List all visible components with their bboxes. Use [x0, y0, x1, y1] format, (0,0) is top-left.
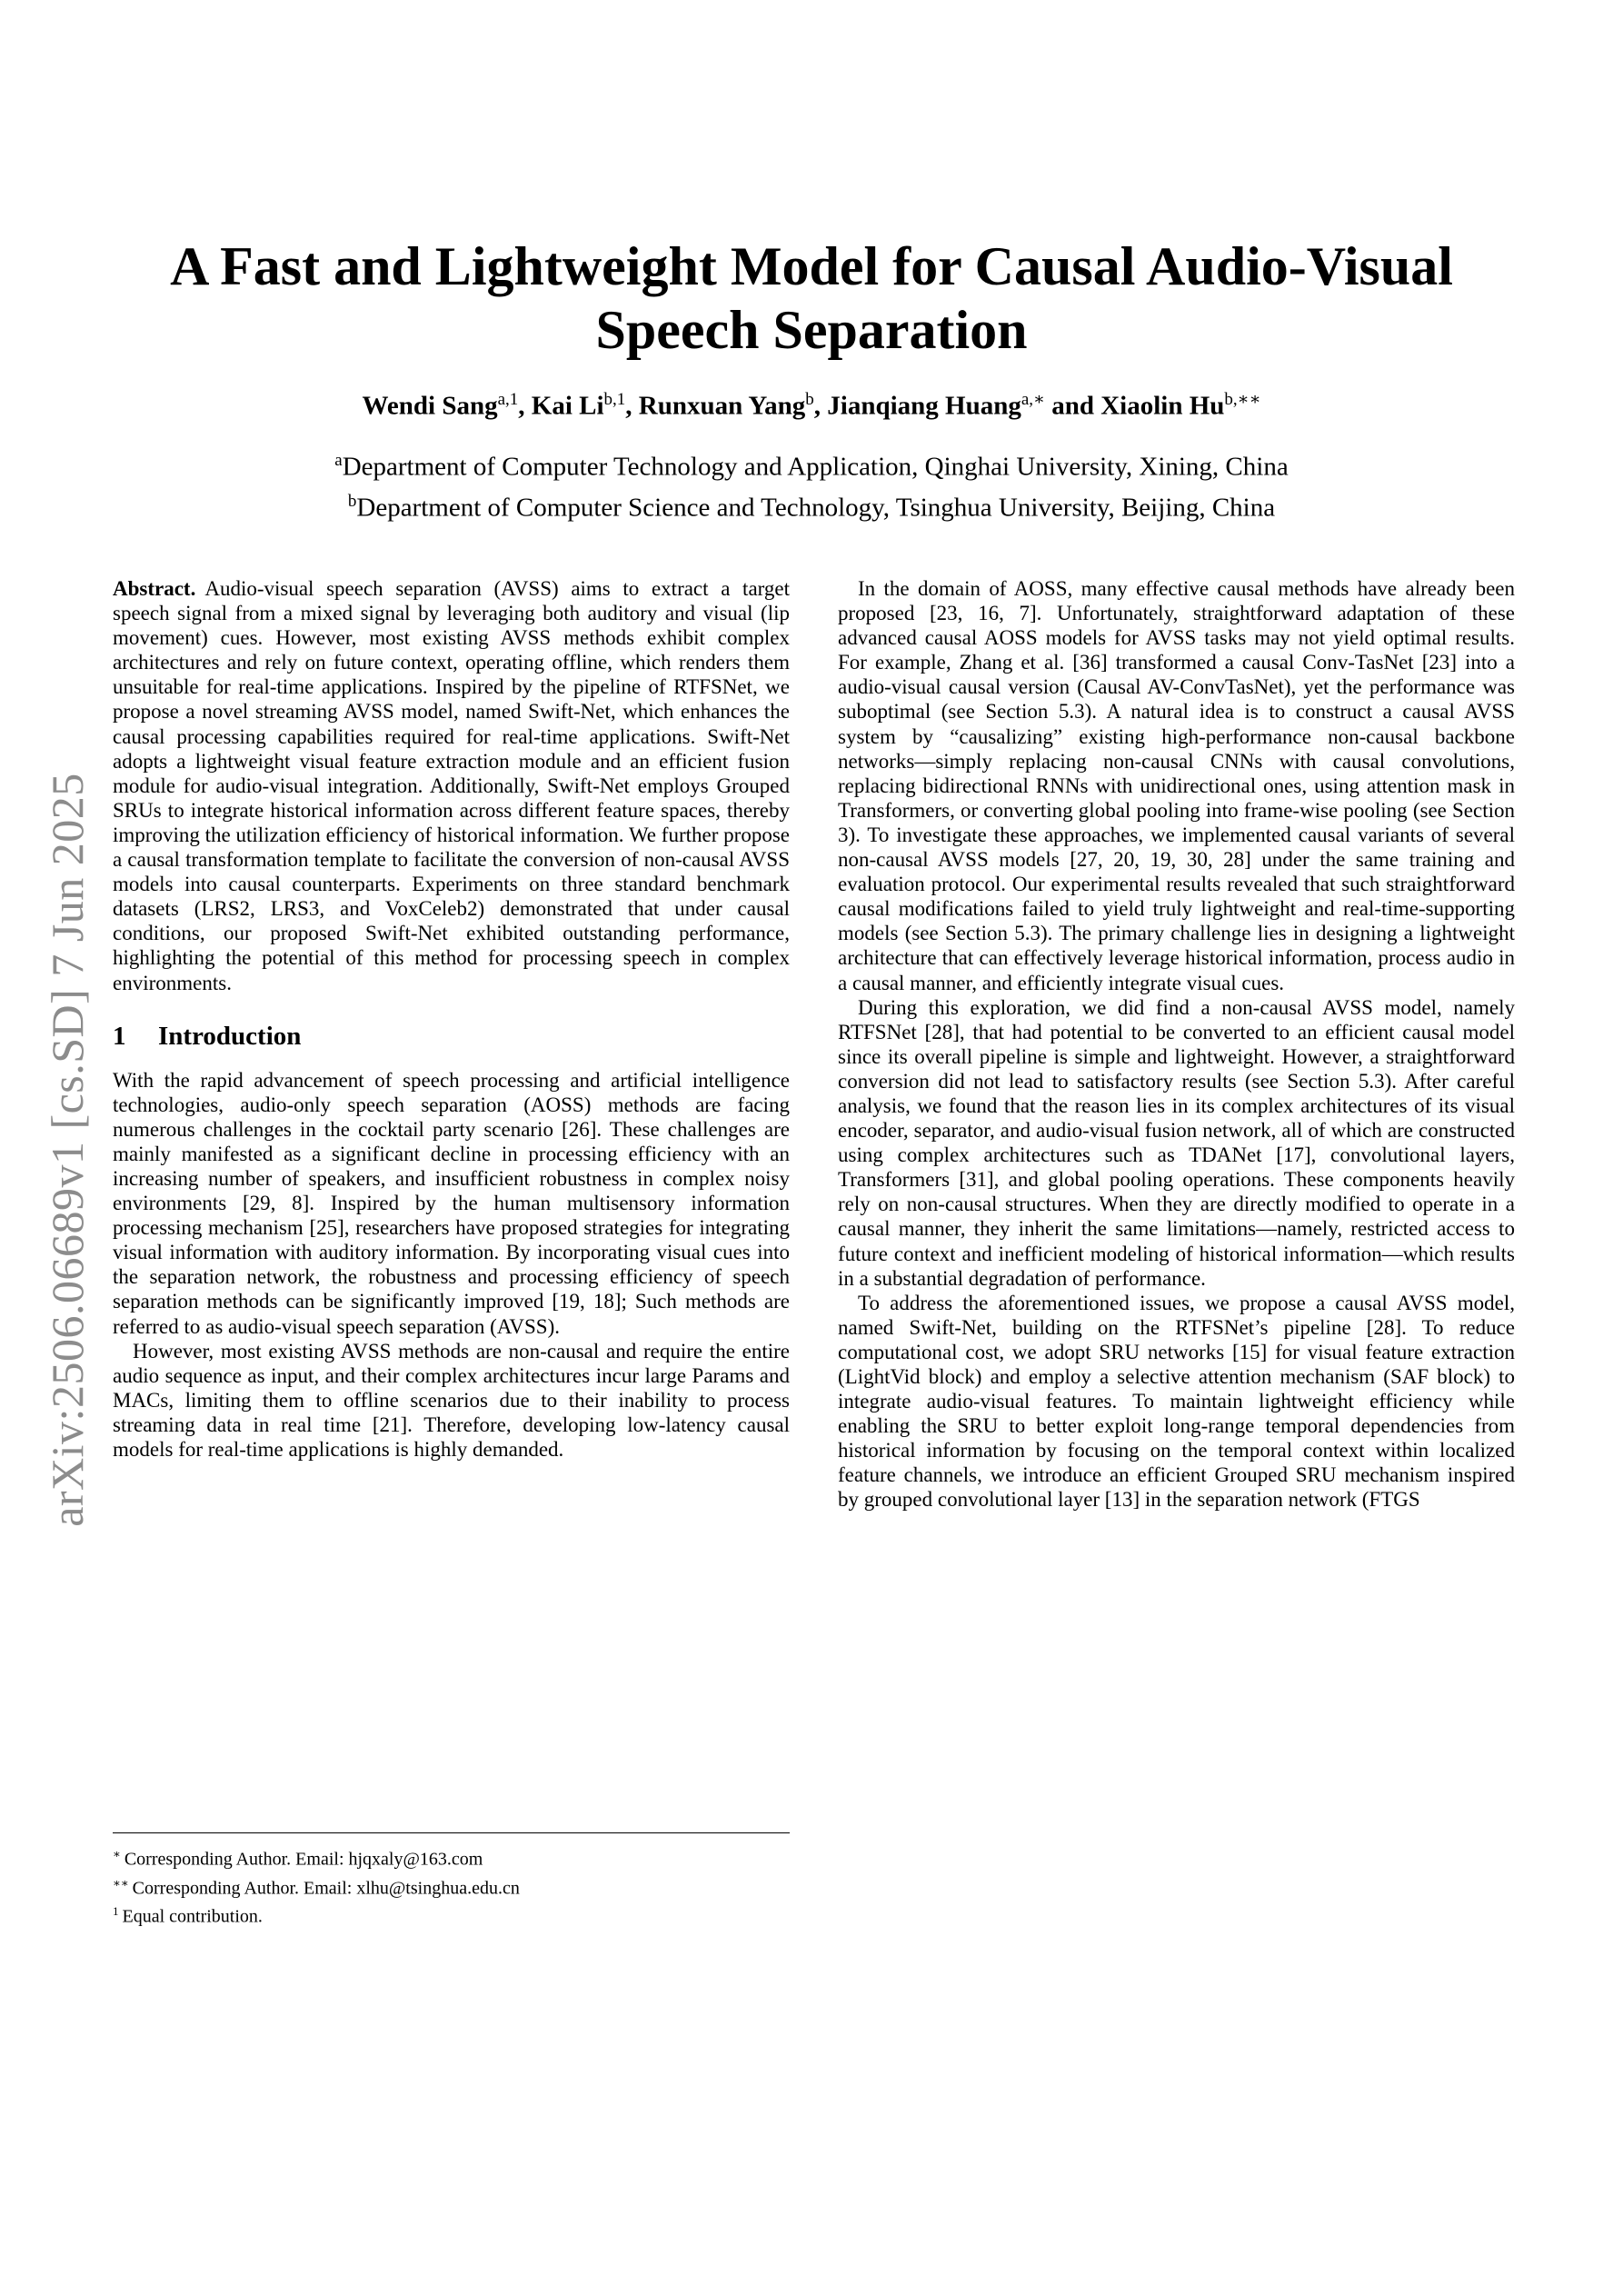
affiliation [109, 444, 1514, 484]
affiliation-mark: a [334, 451, 343, 470]
paper-title: A Fast and Lightweight Model for Causal Audio-Visual Speech Separation [170, 236, 1453, 360]
author-affiliation-mark: b [805, 390, 814, 409]
affiliation-text: Department of Computer Technology and Application, Qinghai University, Xining, China [342, 452, 1289, 482]
footnote-mark: ∗∗ [113, 1875, 129, 1890]
left-column [113, 576, 790, 1462]
author-list [109, 382, 1514, 424]
author-separator: , [518, 391, 532, 421]
footnote [113, 1900, 790, 1929]
author-conjunction: and [1044, 391, 1101, 421]
author-name: Jianqiang Huang [827, 391, 1021, 421]
author-affiliation-mark: a,∗ [1021, 390, 1045, 409]
author-separator: , [625, 391, 639, 421]
body-paragraph: In the domain of AOSS, many effective causal methods have already been proposed [23, 16, 7]. Unfortunately, straightforward adaptation of these advanced causal AOSS models for AVSS tasks may not yield optimal results. For example, Zhang et al. [36] transformed a causal Conv-TasNet [23] into a audio-visual causal version (Causal AV-ConvTasNet), yet the performance was suboptimal (see Section 5.3). A natural idea is to construct a causal AVSS system by “causalizing” existing high-performance non-causal backbone networks—simply replacing non-causal CNNs with causal convolutions, replacing bidirectional RNNs with unidirectional ones, using attention mask in Transformers, or converting global pooling into frame-wise pooling (see Section 3). To investigate these approaches, we implemented causal variants of several non-causal AVSS models [27, 20, 19, 30, 28] under the same training and evaluation protocol. Our experimental results revealed that such straightforward causal modifications failed to yield truly lightweight and real-time-supporting models (see Section 5.3). The primary challenge lies in designing a lightweight architecture that can effectively leverage historical information, process audio in a causal manner, and efficiently integrate visual cues. [838, 577, 1515, 994]
author-separator: , [813, 391, 828, 421]
section-heading [113, 1021, 790, 1052]
affiliation [109, 484, 1514, 525]
section-number: 1 [113, 1021, 126, 1051]
footnote [113, 1872, 790, 1901]
footnote-mark: ∗ [113, 1847, 121, 1861]
author-name: Kai Li [531, 391, 604, 421]
body-paragraph: However, most existing AVSS methods are non-causal and require the entire audio sequence as input, and their complex architectures incur large Params and MACs, limiting them to offline scenarios due to their inability to process streaming data in real time [21]. Therefore, developing low-latency causal models for real-time applications is highly demanded. [113, 1339, 790, 1461]
abstract-label: Abstract. [113, 577, 196, 600]
body-paragraph: To address the aforementioned issues, we propose a causal AVSS model, named Swift-Net, building on the RTFSNet’s pipeline [28]. To reduce computational cost, we adopt SRU networks [15] for visual feature extraction (LightVid block) and employ a selective attention mechanism (SAF block) to integrate audio-visual features. To maintain lightweight efficiency while enabling the SRU to better exploit long-range temporal dependencies from historical information by focusing on the temporal context within localized feature channels, we introduce an efficient Grouped SRU mechanism inspired by grouped convolutional layer [13] in the separation network (FTGS [838, 1291, 1515, 1512]
footnote-mark: 1 [113, 1904, 119, 1919]
arxiv-id-text: arXiv:2506.06689v1 [cs.SD] 7 Jun 2025 [42, 773, 93, 1527]
author-name: Xiaolin Hu [1100, 391, 1225, 421]
author-name: Wendi Sang [362, 391, 498, 421]
affiliation-list [109, 444, 1514, 524]
affiliation-mark: b [347, 491, 357, 511]
author-affiliation-mark: b,1 [603, 390, 626, 409]
author-affiliation-mark: a,1 [497, 390, 519, 409]
footnote-text: Equal contribution. [122, 1906, 263, 1927]
author-name: Runxuan Yang [638, 391, 806, 421]
arxiv-watermark [38, 691, 96, 1609]
right-column [838, 576, 1515, 1512]
footnote-text: Corresponding Author. Email: hjqxaly@163.com [124, 1849, 483, 1870]
affiliation-text: Department of Computer Science and Technology, Tsinghua University, Beijing, China [356, 493, 1276, 523]
body-paragraph: With the rapid advancement of speech processing and artificial intelligence technologies, audio-only speech separation (AOSS) methods are facing numerous challenges in the cocktail party scenario [26]. These challenges are mainly manifested as a significant decline in processing efficiency with an increasing number of speakers, and insufficient robustness in complex noisy environments [29, 8]. Inspired by the human multisensory information processing mechanism [25], researchers have proposed strategies for integrating visual information with auditory information. By incorporating visual cues into the separation network, the robustness and processing efficiency of speech separation methods can be significantly improved [19, 18]; Such methods are referred to as audio-visual speech separation (AVSS). [113, 1068, 790, 1338]
footnotes [113, 1832, 790, 1929]
author-affiliation-mark: b,∗∗ [1224, 390, 1261, 409]
section-title: Introduction [158, 1021, 302, 1051]
body-paragraph: During this exploration, we did find a non-causal AVSS model, namely RTFSNet [28], that had potential to be converted to an efficient causal model since its overall pipeline is simple and lightweight. However, a straightforward conversion did not lead to satisfactory results (see Section 5.3). After careful analysis, we found that the reason lies in its complex architectures of its visual encoder, separator, and audio-visual fusion network, all of which are constructed using complex architectures such as TDANet [17], convolutional layers, Transformers [31], and global pooling operations. These components heavily rely on non-causal structures. When they are directly modified to operate in a causal manner, they inherit the same limitations—namely, restricted access to future context and inefficient modeling of historical information—which results in a substantial degradation of performance. [838, 995, 1515, 1290]
abstract-text: Audio-visual speech separation (AVSS) aims to extract a target speech signal from a mixed signal by leveraging both auditory and visual (lip movement) cues. However, most existing AVSS methods exhibit complex architectures and rely on future context, operating offline, which renders them unsuitable for real-time applications. Inspired by the pipeline of RTFSNet, we propose a novel streaming AVSS model, named Swift-Net, which enhances the causal processing capabilities required for real-time applications. Swift-Net adopts a lightweight visual feature extraction module and an efficient fusion module for audio-visual integration. Additionally, Swift-Net employs Grouped SRUs to integrate historical information across different feature spaces, thereby improving the utilization efficiency of historical information. We further propose a causal transformation template to facilitate the conversion of non-causal AVSS models into causal counterparts. Experiments on three standard benchmark datasets (LRS2, LRS3, and VoxCeleb2) demonstrated that under causal conditions, our proposed Swift-Net exhibited outstanding performance, highlighting the potential of this method for processing speech in complex environments. [113, 577, 790, 994]
abstract [113, 576, 790, 995]
footnote [113, 1842, 790, 1872]
footnote-text: Corresponding Author. Email: xlhu@tsinghua.edu.cn [132, 1878, 520, 1899]
